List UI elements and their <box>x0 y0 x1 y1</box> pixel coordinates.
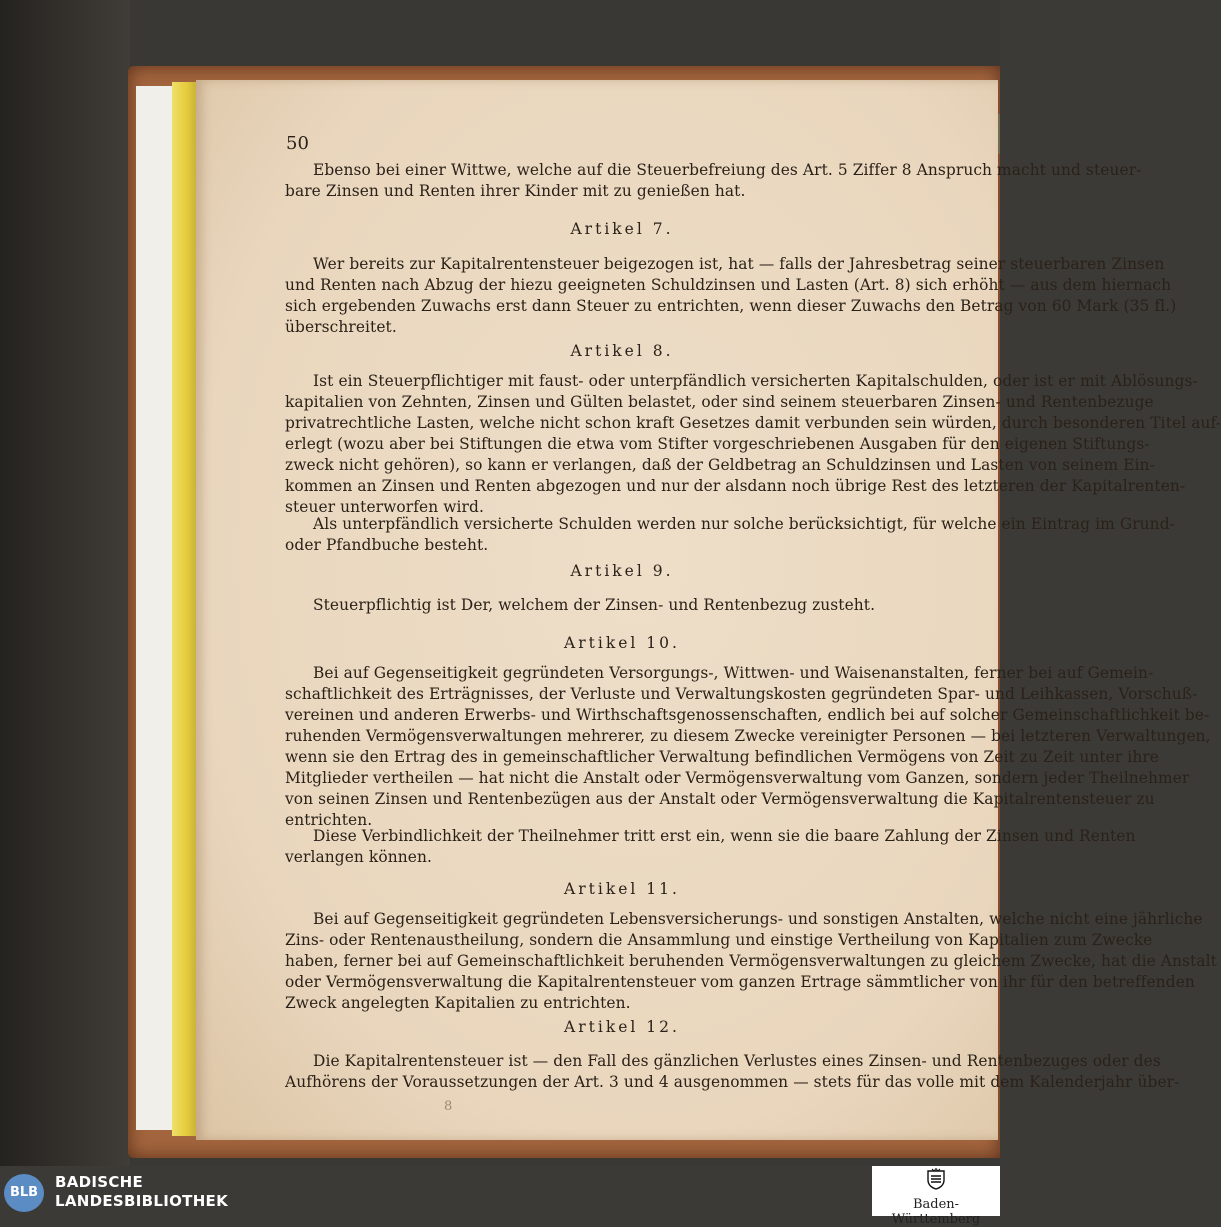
text-line: kapitalien von Zehnten, Zinsen und Gülten belastet, oder sind seinem steuerbaren Zinsen- und Rentenbezuge <box>285 393 1154 411</box>
text-line: oder Pfandbuche besteht. <box>285 536 489 554</box>
text-line: entrichten. <box>285 811 373 829</box>
text-line: Ist ein Steuerpflichtiger mit faust- oder unterpfändlich versicherten Kapitalschulden, oder ist er mit Ablösungs- <box>313 372 1198 390</box>
text-line: sich ergebenden Zuwachs erst dann Steuer zu entrichten, wenn dieser Zuwachs den Betrag von 60 Mark (35 fl.) <box>285 297 1177 315</box>
text-line: von seinen Zinsen und Rentenbezügen aus der Anstalt oder Vermögensverwaltung die Kapitalrentensteuer zu <box>285 790 1155 808</box>
article-heading-10: Artikel 10. <box>564 634 680 652</box>
text-line: Steuerpflichtig ist Der, welchem der Zinsen- und Rentenbezug zusteht. <box>313 596 876 614</box>
library-name-line1: BADISCHE <box>55 1173 144 1191</box>
text-line: vereinen und anderen Erwerbs- und Wirthschaftsgenossenschaften, endlich bei auf solcher Gemeinschaftlichkeit be- <box>285 706 1210 724</box>
footer-bar <box>0 1166 1000 1227</box>
text-line: und Renten nach Abzug der hiezu geeigneten Schuldzinsen und Lasten (Art. 8) sich erhöht — aus dem hiernach <box>285 276 1172 294</box>
text-line: erlegt (wozu aber bei Stiftungen die etwa vom Stifter vorgeschriebenen Ausgaben für den eigenen Stiftungs- <box>285 435 1150 453</box>
article-heading-7: Artikel 7. <box>570 220 674 238</box>
text-line: Bei auf Gegenseitigkeit gegründeten Lebensversicherungs- und sonstigen Anstalten, welche nicht eine jährliche <box>313 910 1203 928</box>
white-page-edges <box>136 86 172 1130</box>
text-line: Zweck angelegten Kapitalien zu entrichten. <box>285 994 631 1012</box>
text-line: oder Vermögensverwaltung die Kapitalrentensteuer vom ganzen Ertrage sämmtlicher von ihr für den betreffenden <box>285 973 1195 991</box>
text-line: Mitglieder vertheilen — hat nicht die Anstalt oder Vermögensverwaltung vom Ganzen, sondern jeder Theilnehmer <box>285 769 1190 787</box>
text-line: Diese Verbindlichkeit der Theilnehmer tritt erst ein, wenn sie die baare Zahlung der Zinsen und Renten <box>313 827 1136 845</box>
text-line: zweck nicht gehören), so kann er verlangen, daß der Geldbetrag an Schuldzinsen und Lasten von seinem Ein- <box>285 456 1155 474</box>
text-line: überschreitet. <box>285 318 397 336</box>
scan-dark-edge <box>0 0 130 1166</box>
page-signature-mark: 8 <box>444 1099 453 1114</box>
yellow-page-edges <box>172 82 196 1136</box>
article-heading-11: Artikel 11. <box>564 880 680 898</box>
blb-logo[interactable]: BLB <box>4 1174 44 1212</box>
text-line: bare Zinsen und Renten ihrer Kinder mit zu genießen hat. <box>285 182 746 200</box>
article-heading-9: Artikel 9. <box>570 562 674 580</box>
text-line: kommen an Zinsen und Renten abgezogen und nur der alsdann noch übrige Rest des letzteren der Kapitalrenten- <box>285 477 1186 495</box>
text-line: Bei auf Gegenseitigkeit gegründeten Versorgungs-, Wittwen- und Waisenanstalten, ferner bei auf Gemein- <box>313 664 1154 682</box>
text-line: wenn sie den Ertrag des in gemeinschaftlicher Verwaltung befindlichen Vermögens von Zeit zu Zeit unter ihre <box>285 748 1159 766</box>
text-line: Die Kapitalrentensteuer ist — den Fall des gänzlichen Verlustes eines Zinsen- und Rentenbezuges oder des <box>313 1052 1161 1070</box>
text-line: Ebenso bei einer Wittwe, welche auf die Steuerbefreiung des Art. 5 Ziffer 8 Anspruch macht und steuer- <box>313 161 1142 179</box>
text-line: Zins- oder Rentenaustheilung, sondern die Ansammlung und einstige Vertheilung von Kapitalien zum Zwecke <box>285 931 1153 949</box>
article-heading-12: Artikel 12. <box>564 1018 680 1036</box>
page-number: 50 <box>286 133 310 154</box>
state-label: Baden-Württemberg <box>891 1197 981 1227</box>
text-line: schaftlichkeit des Erträgnisses, der Verluste und Verwaltungskosten gegründeten Spar- und Leihkassen, Vorschuß- <box>285 685 1198 703</box>
text-line: Aufhörens der Voraussetzungen der Art. 3 und 4 ausgenommen — stets für das volle mit dem Kalenderjahr über- <box>285 1073 1180 1091</box>
text-line: ruhenden Vermögensverwaltungen mehrerer, zu diesem Zwecke vereinigter Personen — bei letzteren Verwaltungen, <box>285 727 1211 745</box>
text-line: privatrechtliche Lasten, welche nicht schon kraft Gesetzes damit verbunden sein würden, durch besonderen Titel auf- <box>285 414 1221 432</box>
coat-of-arms-icon <box>926 1168 946 1190</box>
book-page <box>196 80 1221 1140</box>
library-name-line2: LANDESBIBLIOTHEK <box>55 1192 229 1210</box>
text-line: verlangen können. <box>285 848 432 866</box>
article-heading-8: Artikel 8. <box>570 342 674 360</box>
text-line: haben, ferner bei auf Gemeinschaftlichkeit beruhenden Vermögensverwaltungen zu gleichem Zwecke, hat die Anstalt <box>285 952 1217 970</box>
text-line: steuer unterworfen wird. <box>285 498 484 516</box>
baden-wuerttemberg-logo[interactable] <box>872 1166 1000 1227</box>
text-line: Als unterpfändlich versicherte Schulden werden nur solche berücksichtigt, für welche ein Eintrag im Grund- <box>313 515 1175 533</box>
text-line: Wer bereits zur Kapitalrentensteuer beigezogen ist, hat — falls der Jahresbetrag seiner steuerbaren Zinsen <box>313 255 1165 273</box>
